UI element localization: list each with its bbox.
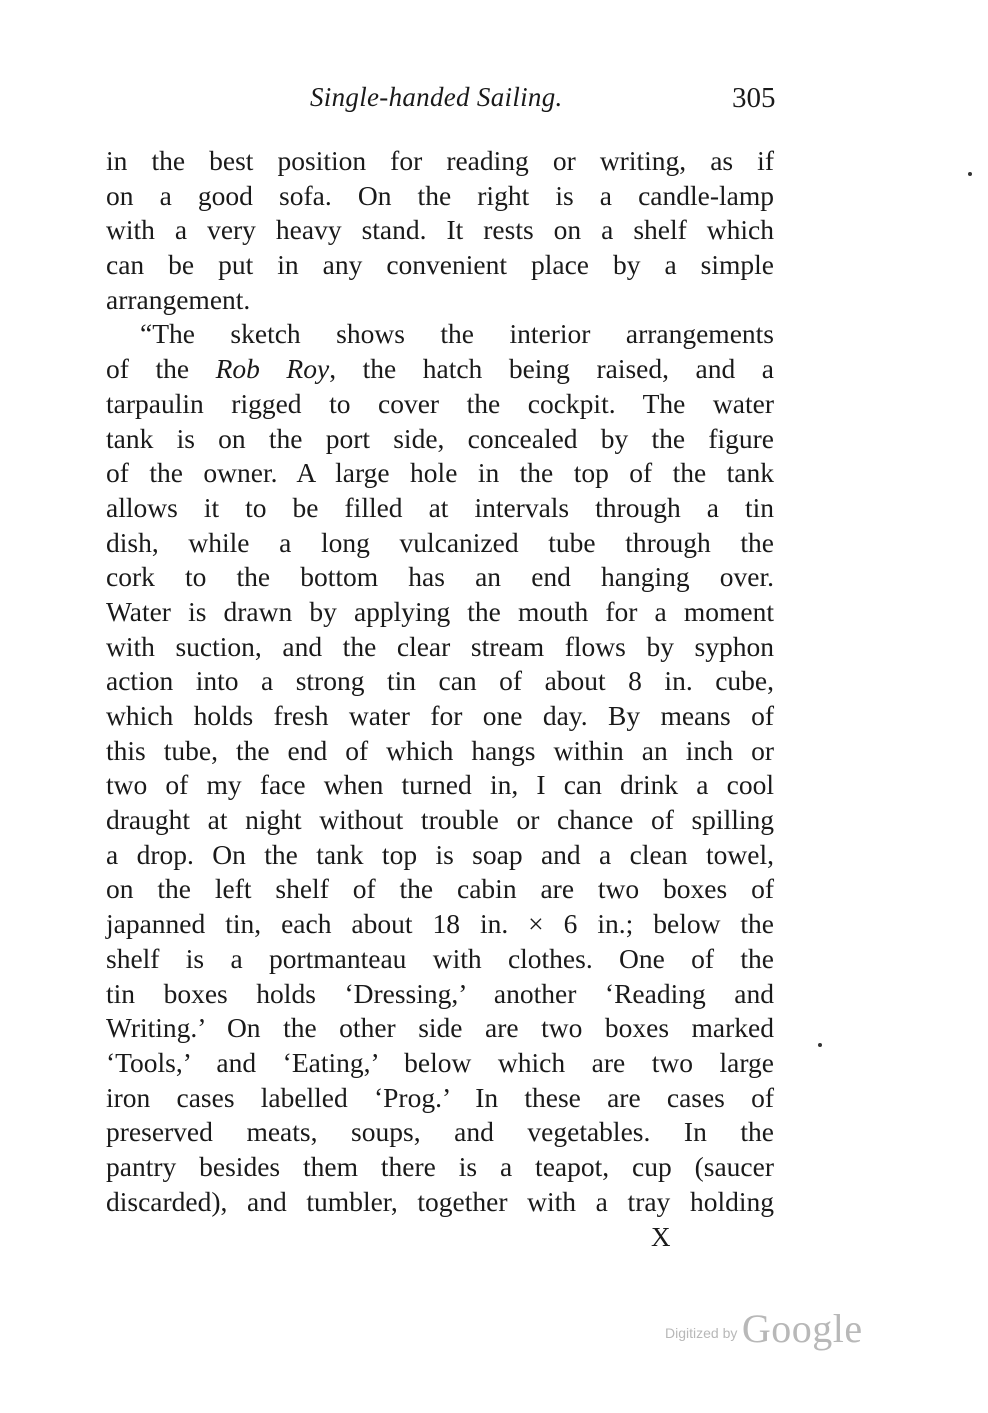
text-line: tarpaulin rigged to cover the cockpit. The water xyxy=(106,387,774,419)
digitized-watermark xyxy=(665,1305,863,1352)
text-line: which holds fresh water for one day. By means of xyxy=(106,700,774,731)
paragraph xyxy=(106,144,774,317)
text-line: discarded), and tumbler, together with a tray holding xyxy=(106,1185,774,1217)
running-header xyxy=(0,82,988,126)
text-line: “The sketch shows the interior arrangements xyxy=(140,318,774,350)
signature-mark: X xyxy=(651,1222,672,1252)
running-title: Single-handed Sailing. xyxy=(310,82,563,112)
text-line: iron cases labelled ‘Prog.’ In these are cases of xyxy=(106,1081,774,1113)
text-line: Writing.’ On the other side are two boxes marked xyxy=(106,1012,774,1044)
text-line: draught at night without trouble or chance of spilling xyxy=(106,804,774,836)
text-line: with suction, and the clear stream flows by syphon xyxy=(106,630,774,662)
text-line: pantry besides them there is a teapot, cup (saucer xyxy=(106,1150,774,1182)
text-line: japanned tin, each about 18 in. × 6 in.; below the xyxy=(106,908,774,940)
text-line: Water is drawn by applying the mouth for a moment xyxy=(106,595,774,627)
text-line: arrangement. xyxy=(106,283,251,315)
stray-mark xyxy=(968,172,972,176)
body-text xyxy=(106,144,774,1219)
text-line: can be put in any convenient place by a simple xyxy=(106,249,774,281)
text-line: on the left shelf of the cabin are two boxes of xyxy=(106,873,774,905)
boat-name: Rob Roy xyxy=(215,353,330,385)
text-span: , the hatch being raised, and a xyxy=(329,353,774,385)
text-line: two of my face when turned in, I can drink a cool xyxy=(106,769,774,801)
text-span: of the xyxy=(106,353,216,385)
text-line: allows it to be filled at intervals through a tin xyxy=(106,491,774,523)
stray-mark xyxy=(818,1043,822,1047)
watermark-prefix: Digitized by xyxy=(665,1325,738,1341)
text-line: a drop. On the tank top is soap and a clean towel, xyxy=(106,838,774,870)
text-line: in the best position for reading or writing, as if xyxy=(106,145,774,176)
text-line: preserved meats, soups, and vegetables. In the xyxy=(106,1116,774,1148)
text-line: tank is on the port side, concealed by the figure xyxy=(106,422,774,454)
text-line: cork to the bottom has an end hanging over. xyxy=(106,561,774,593)
text-line: of the owner. A large hole in the top of the tank xyxy=(106,457,774,489)
text-line: tin boxes holds ‘Dressing,’ another ‘Reading and xyxy=(106,977,774,1009)
page-number: 305 xyxy=(732,82,776,114)
text-line: ‘Tools,’ and ‘Eating,’ below which are two large xyxy=(106,1046,774,1078)
text-line: this tube, the end of which hangs within an inch or xyxy=(106,734,774,766)
text-line: on a good sofa. On the right is a candle-lamp xyxy=(106,179,774,211)
text-line: dish, while a long vulcanized tube through the xyxy=(106,526,774,558)
text-line xyxy=(106,352,774,387)
google-logo: Google xyxy=(741,1306,863,1351)
paragraph xyxy=(106,317,774,1219)
text-line: action into a strong tin can of about 8 in. cube, xyxy=(106,665,774,697)
text-line: with a very heavy stand. It rests on a shelf which xyxy=(106,214,774,246)
text-line: shelf is a portmanteau with clothes. One of the xyxy=(106,942,774,974)
